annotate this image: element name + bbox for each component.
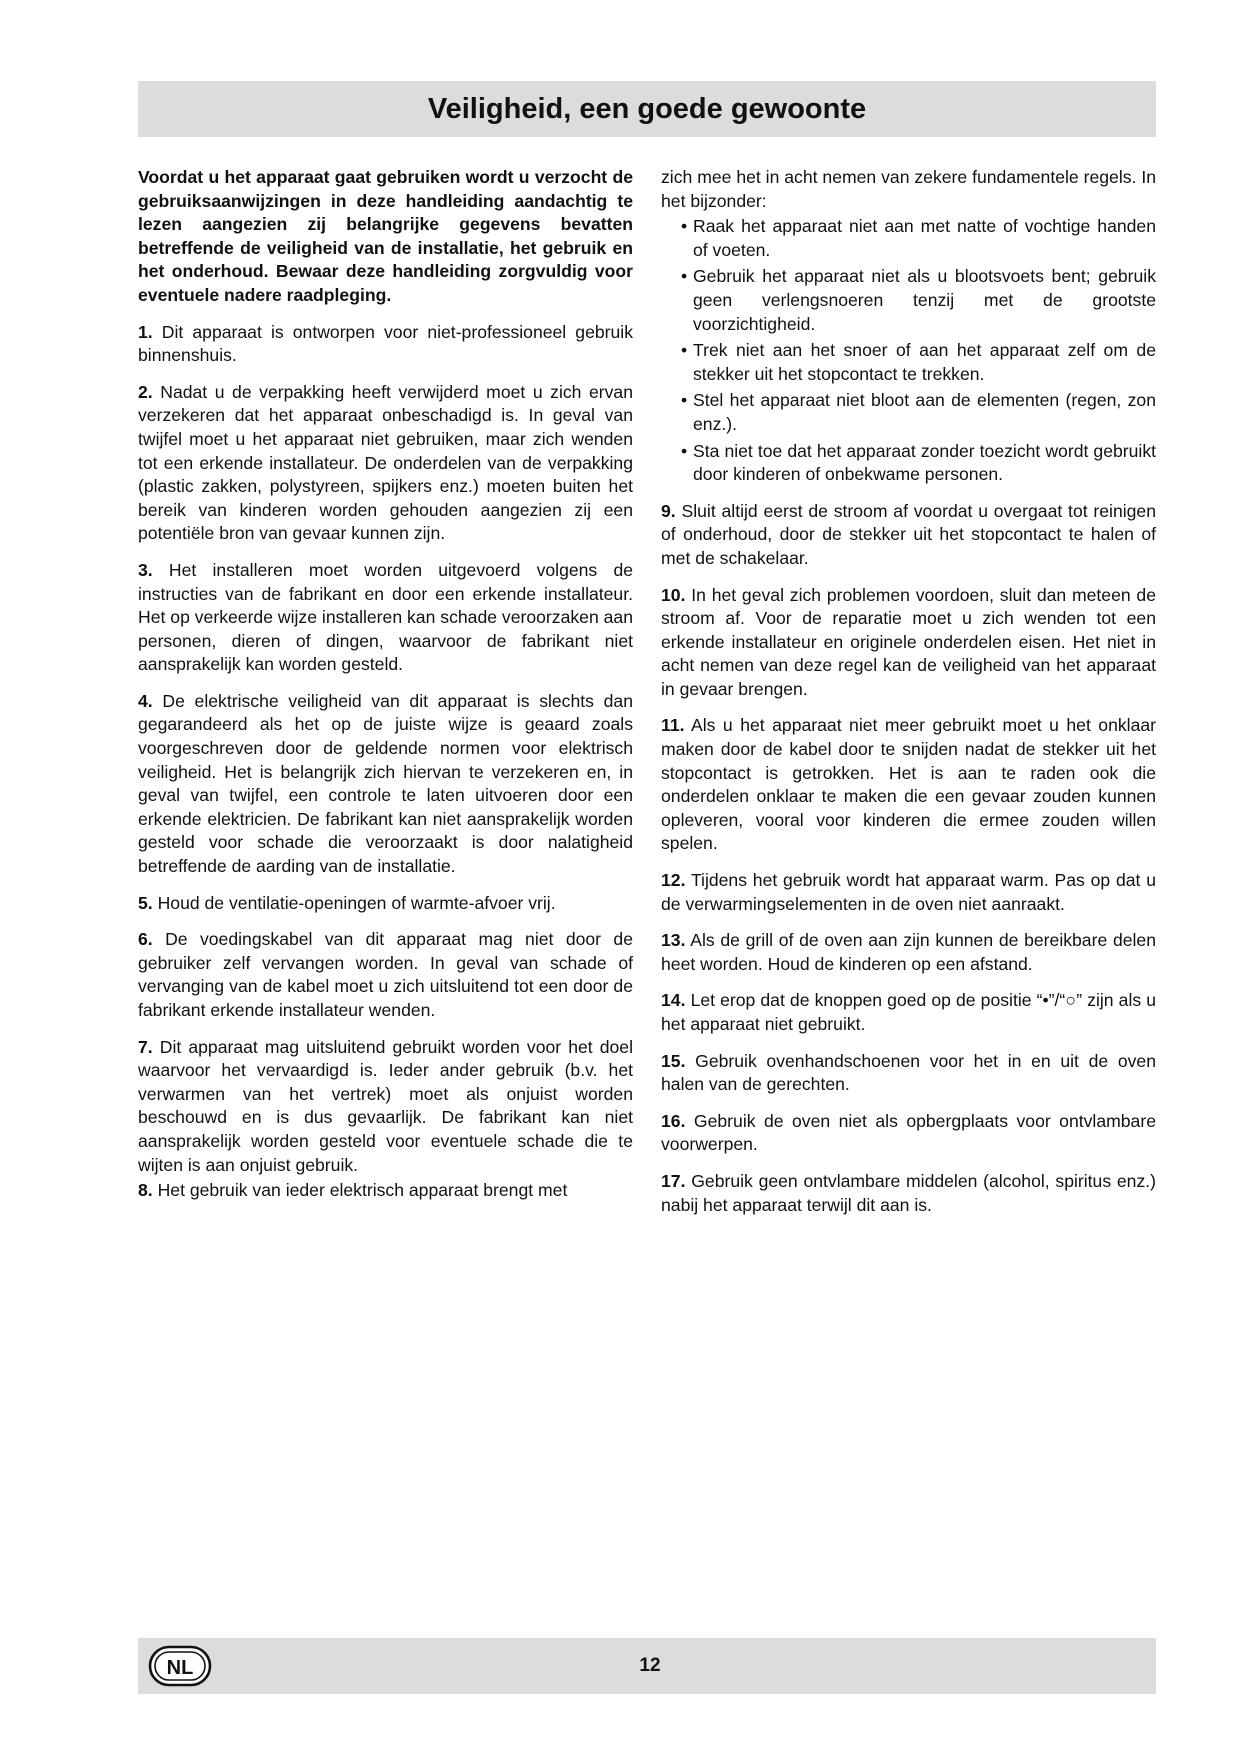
item-text: Tijdens het gebruik wordt hat apparaat warm. Pas op dat u de verwarmingselementen in de oven niet aanraakt. (661, 870, 1156, 914)
bullet-item (681, 265, 1156, 336)
bullet-text: Stel het apparaat niet bloot aan de elementen (regen, zon enz.). (693, 390, 1156, 434)
item-text: Sluit altijd eerst de stroom af voordat u overgaat tot reinigen of onderhoud, door de stekker uit het stopcontact te halen of met de schakelaar. (661, 500, 1157, 568)
item-number: 17. (661, 1170, 686, 1191)
safety-item-12 (661, 869, 1156, 916)
item-number: 13. (661, 930, 686, 951)
item-8-continuation: zich mee het in acht nemen van zekere fundamentele regels. In het bijzonder: (661, 167, 1156, 211)
safety-item-5 (138, 892, 633, 916)
safety-item-16 (661, 1110, 1156, 1157)
item-text: In het geval zich problemen voordoen, sluit dan meteen de stroom af. Voor de reparatie moet u zich wenden tot een erkende installateur en originele onderdelen eisen. Het niet in acht nemen van deze regel kan de veiligheid van het apparaat in gevaar brengen. (661, 584, 1156, 699)
item-number: 15. (661, 1050, 686, 1071)
safety-item-15 (661, 1050, 1156, 1097)
safety-item-13 (661, 929, 1156, 976)
safety-item-14 (661, 989, 1156, 1036)
item-text: De voedingskabel van dit apparaat mag niet door de gebruiker zelf vervangen worden. In geval van schade of vervanging van de kabel moet u zich uitsluitend tot een door de fabrikant erkende installateur wenden. (138, 929, 633, 1020)
item-text: Als de grill of de oven aan zijn kunnen de bereikbare delen heet worden. Houd de kinderen op een afstand. (661, 930, 1156, 974)
right-column (661, 166, 1156, 1230)
safety-item-17 (661, 1170, 1156, 1217)
item-number: 11. (661, 715, 685, 736)
item-number: 1. (138, 321, 153, 342)
bullet-text: Raak het apparaat niet aan met natte of vochtige handen of voeten. (693, 216, 1156, 260)
item-number: 3. (138, 559, 153, 580)
bullet-dot: • (681, 340, 688, 361)
left-column (138, 166, 633, 1216)
bullet-text: Gebruik het apparaat niet als u blootsvoets bent; gebruik geen verlengsnoeren tenzij met de grootste voorzichtigheid. (693, 266, 1156, 334)
safety-item-4 (138, 690, 633, 879)
item-number: 12. (661, 870, 686, 891)
item-number: 9. (661, 500, 676, 521)
item-text: Het gebruik van ieder elektrisch apparaat brengt met (157, 1180, 568, 1201)
item-text: Gebruik geen ontvlambare middelen (alcohol, spiritus enz.) nabij het apparaat terwijl dit aan is. (661, 1170, 1156, 1215)
item-number: 4. (138, 690, 153, 711)
item-text: Nadat u de verpakking heeft verwijderd moet u zich ervan verzekeren dat het apparaat onbeschadigd is. In geval van twijfel moet u het apparaat niet gebruiken, maar zich wenden tot een erkende installateur. De onderdelen van de verpakking (plastic zakken, polystyreen, spijkers enz.) moeten buiten het bereik van kinderen worden gehouden aangezien zij een potentiële bron van gevaar kunnen zijn. (138, 381, 633, 544)
header-bar (138, 81, 1156, 137)
bullet-item (681, 389, 1156, 436)
item-number: 16. (661, 1110, 686, 1131)
item-text: Let erop dat de knoppen goed op de positie “•”/“○” zijn als u het apparaat niet gebruikt. (661, 990, 1157, 1034)
safety-item-1 (138, 321, 633, 368)
bullet-dot: • (681, 390, 688, 411)
safety-item-6 (138, 928, 633, 1022)
bullet-dot: • (681, 440, 688, 461)
safety-item-8 (138, 1179, 633, 1203)
item-number: 6. (138, 929, 153, 950)
page-number: 12 (639, 1655, 661, 1676)
bullet-dot: • (681, 216, 688, 237)
item-text: Houd de ventilatie-openingen of warmte-afvoer vrij. (157, 892, 556, 913)
bullet-item (681, 440, 1156, 487)
intro-paragraph: Voordat u het apparaat gaat gebruiken wordt u verzocht de gebruiksaanwijzingen in deze handleiding aandachtig te lezen aangezien zij belangrijke gegevens bevatten betreffende de veiligheid van de installatie, het gebruik en het onderhoud. Bewaar deze handleiding zorgvuldig voor eventuele nadere raadpleging. (138, 167, 633, 305)
item-number: 5. (138, 892, 153, 913)
item-number: 2. (138, 381, 153, 402)
item-text: Het installeren moet worden uitgevoerd volgens de instructies van de fabrikant en door een erkende installateur. Het op verkeerde wijze installeren kan schade veroorzaken aan personen, dieren of dingen, waarvoor de fabrikant niet aansprakelijk kan worden gesteld. (138, 559, 634, 675)
item-text: Als u het apparaat niet meer gebruikt moet u het onklaar maken door de kabel door te snijden nadat de stekker uit het stopcontact is getrokken. Het is aan te raden ook die onderdelen onklaar te maken die een gevaar zouden kunnen opleveren, vooral voor kinderen die ermee zouden willen spelen. (661, 715, 1157, 854)
safety-item-11 (661, 714, 1156, 856)
bullet-item (681, 215, 1156, 262)
safety-item-9 (661, 500, 1156, 571)
item-text: De elektrische veiligheid van dit apparaat is slechts dan gegarandeerd als het op de juiste wijze is geaard zoals voorgeschreven door de geldende normen voor elektrisch veiligheid. Het is belangrijk zich hiervan te verzekeren en, in geval van twijfel, een controle te laten uitvoeren door een erkende elektricien. De fabrikant kan niet aansprakelijk worden gesteld voor schade die veroorzaakt is door nalatigheid betreffende de aarding van de installatie. (138, 690, 633, 877)
bullet-text: Sta niet toe dat het apparaat zonder toezicht wordt gebruikt door kinderen of onbekwame personen. (693, 440, 1156, 485)
item-number: 8. (138, 1180, 153, 1201)
safety-item-7 (138, 1036, 633, 1178)
safety-item-10 (661, 584, 1156, 702)
item-text: Dit apparaat is ontworpen voor niet-professioneel gebruik binnenshuis. (138, 321, 634, 366)
bullet-dot: • (681, 266, 688, 287)
item-number: 7. (138, 1036, 153, 1057)
language-badge-icon (147, 1644, 213, 1688)
item-number: 14. (661, 990, 686, 1011)
bullet-item (681, 339, 1156, 386)
language-code: NL (166, 1657, 194, 1679)
safety-item-3 (138, 559, 633, 677)
item-text: Gebruik de oven niet als opbergplaats voor ontvlambare voorwerpen. (661, 1110, 1156, 1155)
item-text: Gebruik ovenhandschoenen voor het in en uit de oven halen van de gerechten. (661, 1050, 1156, 1095)
bullet-list (661, 215, 1156, 487)
bullet-text: Trek niet aan het snoer of aan het apparaat zelf om de stekker uit het stopcontact te trekken. (693, 340, 1156, 384)
page-title: Veiligheid, een goede gewoonte (427, 92, 867, 125)
item-number: 10. (661, 584, 686, 605)
safety-item-2 (138, 381, 633, 546)
item-text: Dit apparaat mag uitsluitend gebruikt worden voor het doel waarvoor het vervaardigd is. Ieder ander gebruik (b.v. het verwarmen van het vertrek) moet als onjuist worden beschouwd en is dus gevaarlijk. De fabrikant kan niet aansprakelijk worden gesteld voor eventuele schade die te wijten is aan onjuist gebruik. (138, 1036, 633, 1175)
